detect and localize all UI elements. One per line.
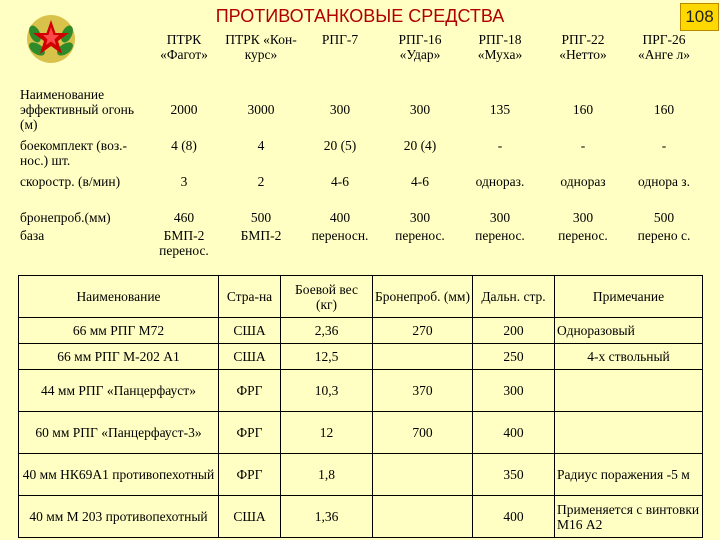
cell: [555, 412, 703, 454]
cell: 200: [473, 318, 555, 344]
cell: однораз: [560, 174, 606, 189]
cell: [373, 344, 473, 370]
table-row: [19, 454, 703, 496]
cell: 4-х ствольный: [555, 344, 703, 370]
page-number-badge: 108: [680, 3, 719, 31]
cell: ФРГ: [219, 412, 281, 454]
cell: ФРГ: [219, 454, 281, 496]
cell: 270: [373, 318, 473, 344]
cell: 1,8: [281, 454, 373, 496]
cell: -: [661, 138, 667, 153]
cell: 460: [173, 210, 195, 225]
cell: 300: [489, 210, 511, 225]
row-label: бронепроб.(мм): [20, 210, 111, 225]
cell: [555, 370, 703, 412]
header-cell: Наименование: [19, 276, 219, 318]
cell: 2,36: [281, 318, 373, 344]
header-cell: Дальн. стр.: [473, 276, 555, 318]
cell: 2000: [170, 102, 198, 117]
cell: ФРГ: [219, 370, 281, 412]
cell: 4-6: [331, 174, 349, 189]
cell: 40 мм М 203 противопехотный: [19, 496, 219, 538]
cell: 160: [572, 102, 594, 117]
cell: 44 мм РПГ «Панцерфауст»: [19, 370, 219, 412]
top-comparison-table: [18, 32, 702, 264]
cell: 135: [489, 102, 511, 117]
cell: Радиус поражения -5 м: [555, 454, 703, 496]
header-cell: Примечание: [555, 276, 703, 318]
cell: 160: [653, 102, 675, 117]
cell: 350: [473, 454, 555, 496]
cell: перенос.: [475, 228, 525, 243]
table-row: [18, 210, 702, 228]
cell: Одноразовый: [555, 318, 703, 344]
column-header: ПТРК «Фагот»: [160, 32, 208, 62]
column-header: РПГ-7: [321, 32, 359, 47]
bottom-weapons-table: [18, 275, 703, 538]
table-row: [19, 370, 703, 412]
column-header: РПГ-16 «Удар»: [398, 32, 442, 62]
cell: 1,36: [281, 496, 373, 538]
cell: 10,3: [281, 370, 373, 412]
cell: перенос.: [395, 228, 445, 243]
cell: 20 (5): [323, 138, 357, 153]
header-cell: Боевой вес (кг): [281, 276, 373, 318]
cell: 500: [653, 210, 675, 225]
table-row: [18, 228, 702, 264]
cell: 400: [329, 210, 351, 225]
cell: 500: [250, 210, 272, 225]
column-header: РПГ-18 «Муха»: [477, 32, 523, 62]
cell: США: [219, 318, 281, 344]
cell: 300: [409, 102, 431, 117]
table-row: [18, 138, 702, 174]
column-header: ПРГ-26 «Анге л»: [638, 32, 690, 62]
cell: 3000: [247, 102, 275, 117]
cell: -: [497, 138, 503, 153]
cell: -: [580, 138, 586, 153]
cell: [373, 496, 473, 538]
cell: США: [219, 496, 281, 538]
cell: 12,5: [281, 344, 373, 370]
cell: 700: [373, 412, 473, 454]
cell: 66 мм РПГ М72: [19, 318, 219, 344]
cell: 66 мм РПГ М-202 А1: [19, 344, 219, 370]
name-header: Наименование: [20, 87, 105, 102]
cell: США: [219, 344, 281, 370]
header-cell: Стра-на: [219, 276, 281, 318]
cell: однора з.: [637, 174, 691, 189]
cell: 4-6: [411, 174, 429, 189]
row-label: боекомплект (воз.-нос.) шт.: [20, 138, 128, 168]
cell: переносн.: [311, 228, 369, 243]
page-title: ПРОТИВОТАНКОВЫЕ СРЕДСТВА: [215, 6, 505, 26]
cell: 40 мм НК69А1 противопехотный: [19, 454, 219, 496]
table-row: [19, 344, 703, 370]
cell: 2: [257, 174, 265, 189]
cell: 4 (8): [171, 138, 197, 153]
cell: Применяется с винтовки М16 А2: [555, 496, 703, 538]
cell: 370: [373, 370, 473, 412]
table-row: [19, 318, 703, 344]
cell: БМП-2: [240, 228, 282, 243]
row-label: скоростр. (в/мин): [20, 174, 121, 189]
cell: перенос.: [558, 228, 608, 243]
table-row: [19, 496, 703, 538]
cell: 3: [180, 174, 188, 189]
column-header: РПГ-22 «Нетто»: [559, 32, 607, 62]
cell: 250: [473, 344, 555, 370]
cell: 400: [473, 496, 555, 538]
cell: 300: [473, 370, 555, 412]
cell: БМП-2 перенос.: [159, 228, 209, 258]
cell: 4: [257, 138, 265, 153]
cell: 12: [281, 412, 373, 454]
cell: однораз.: [475, 174, 525, 189]
cell: 20 (4): [403, 138, 437, 153]
table-row: [18, 102, 702, 138]
cell: перено с.: [637, 228, 691, 243]
cell: 400: [473, 412, 555, 454]
column-header: ПТРК «Кон-курс»: [225, 32, 297, 62]
row-label: база: [20, 228, 45, 243]
header-cell: Бронепроб. (мм): [373, 276, 473, 318]
cell: 300: [572, 210, 594, 225]
table-row: [19, 412, 703, 454]
cell: 300: [329, 102, 351, 117]
cell: 300: [409, 210, 431, 225]
table-row: [18, 174, 702, 210]
row-label: эффективный огонь (м): [20, 102, 134, 132]
cell: 60 мм РПГ «Панцерфауст-3»: [19, 412, 219, 454]
cell: [373, 454, 473, 496]
